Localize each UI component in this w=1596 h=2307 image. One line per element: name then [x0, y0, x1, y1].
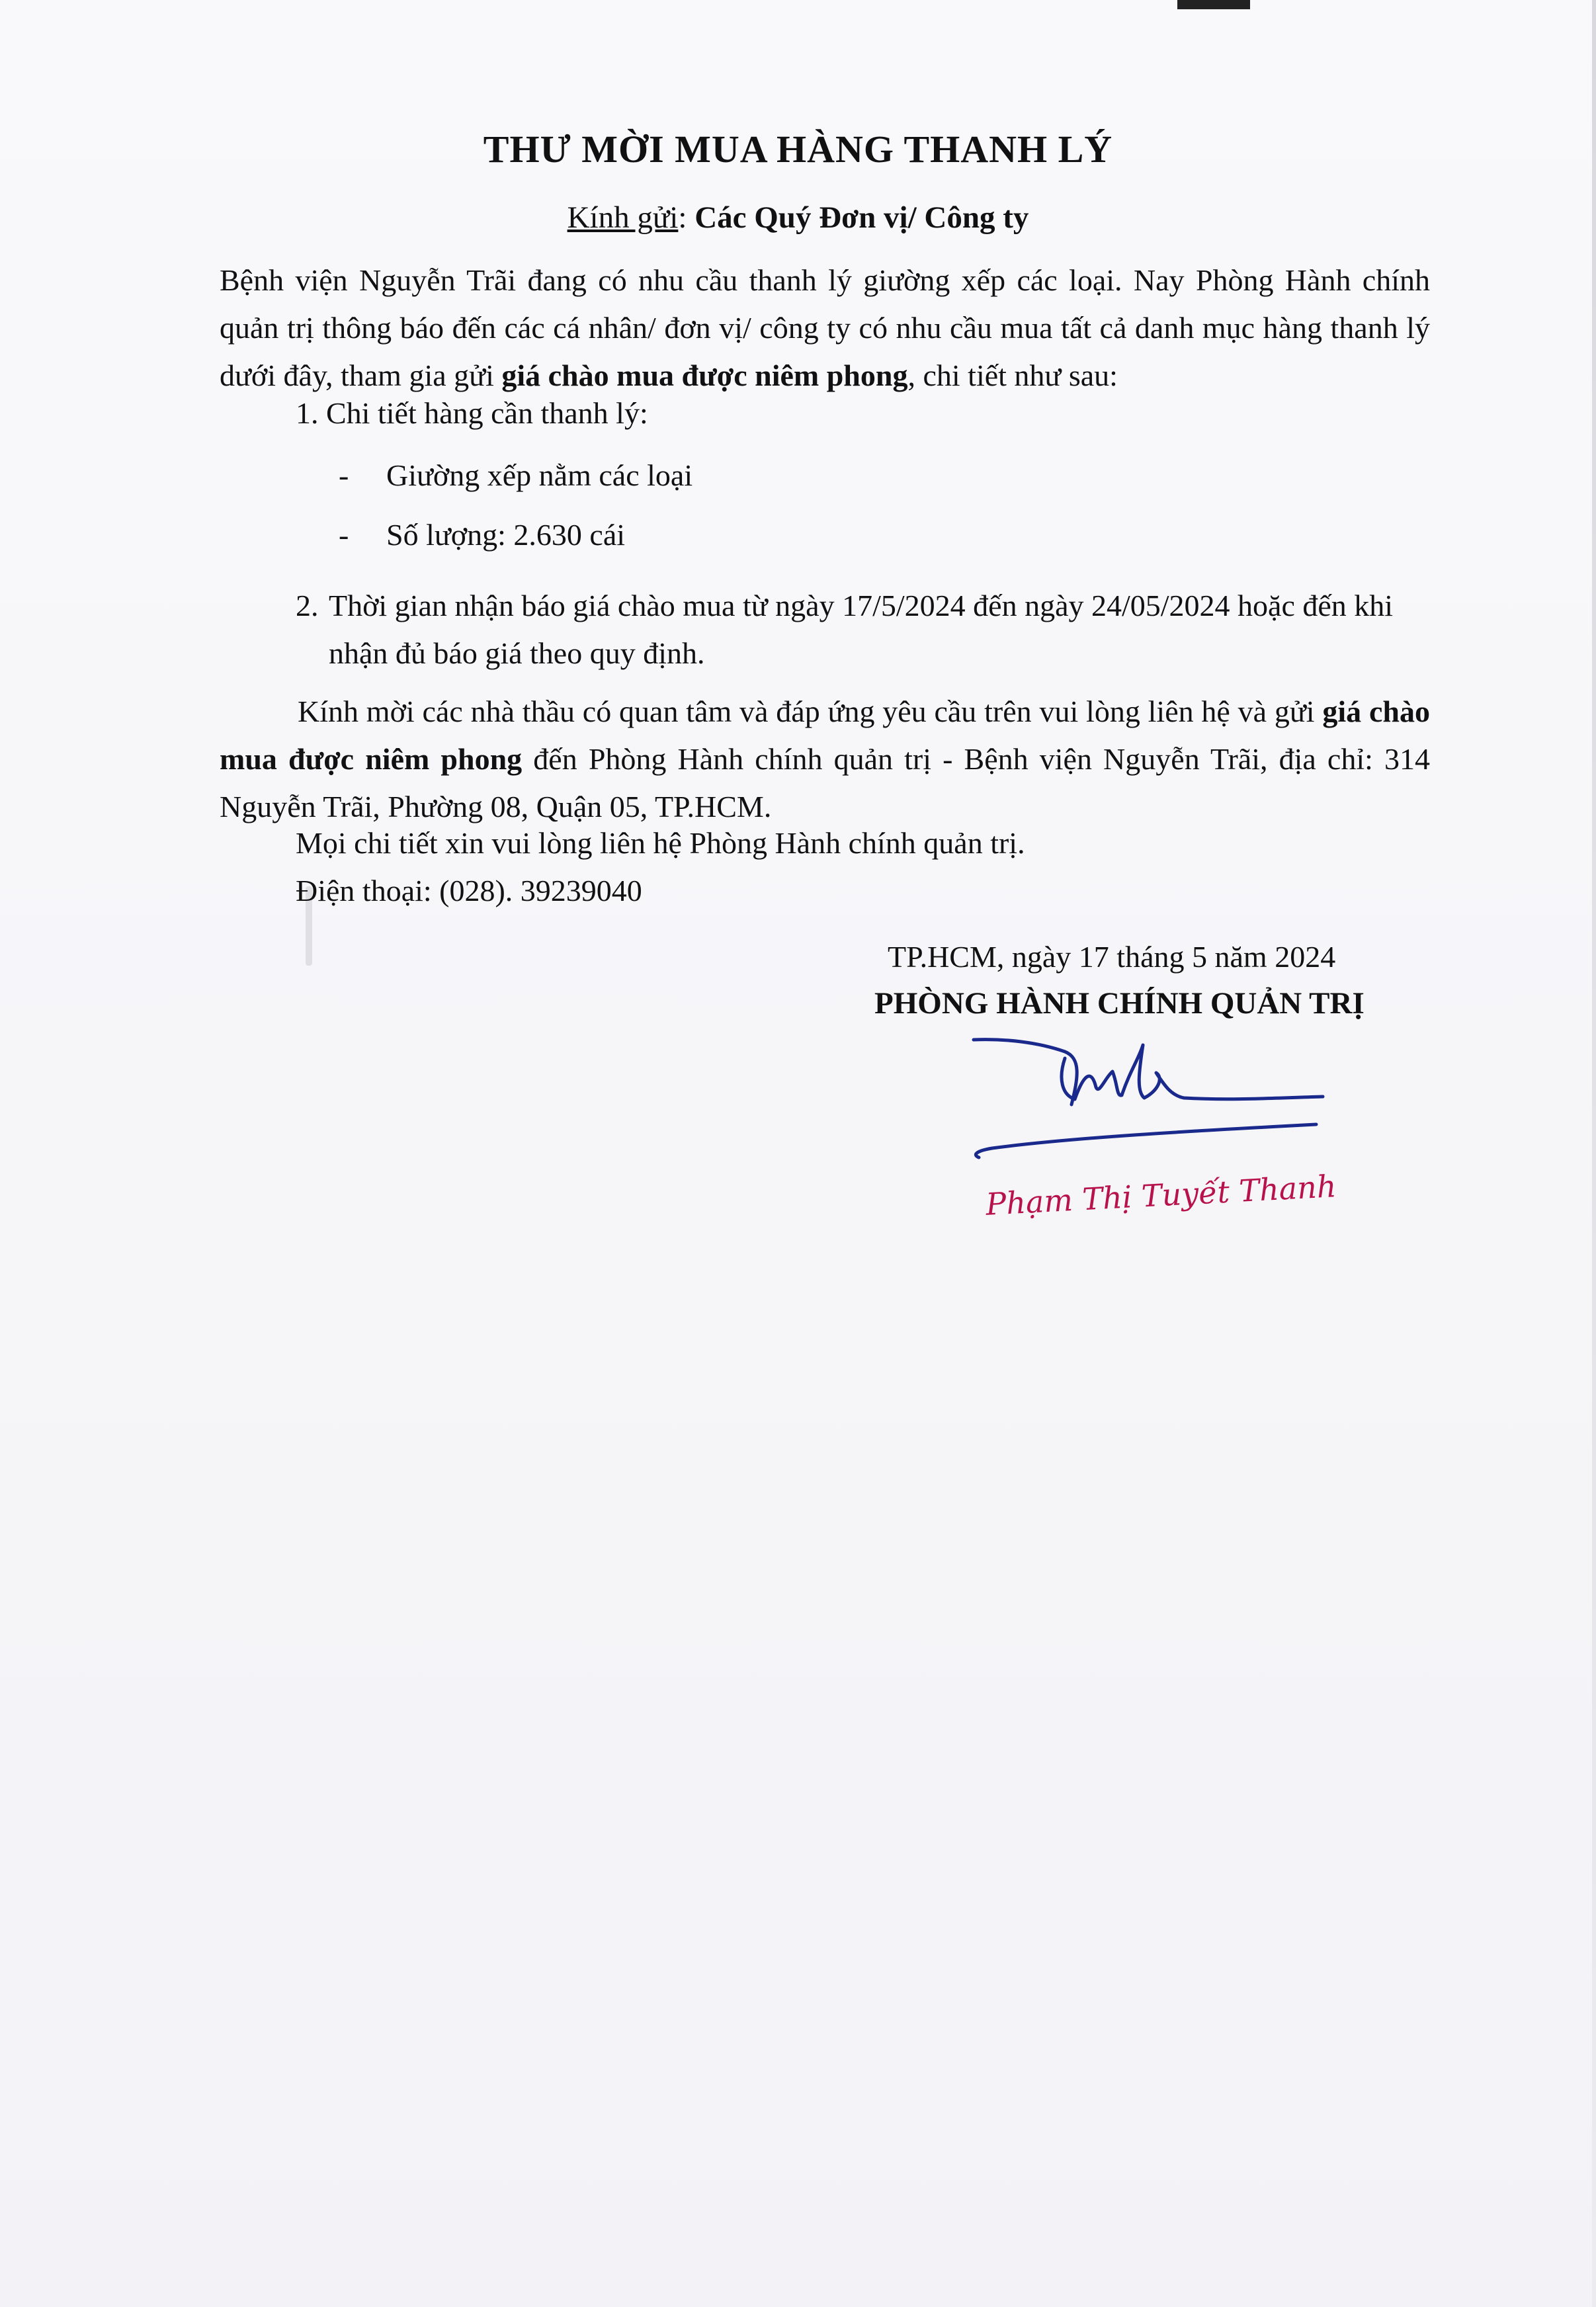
- recipient-to: Các Quý Đơn vị/ Công ty: [694, 200, 1029, 235]
- scan-mark: [1177, 0, 1250, 9]
- list-item-2-text: Thời gian nhận báo giá chào mua từ ngày 17/5/2024 đến ngày 24/05/2024 hoặc đến khi nhận đủ báo giá theo quy định.: [329, 589, 1394, 670]
- bullet-text: Số lượng: 2.630 cái: [386, 518, 626, 552]
- invite-bold: giá chào mua được niêm phong: [220, 694, 1430, 776]
- invite-text-after: đến Phòng Hành chính quản trị - Bệnh viện Nguyễn Trãi, địa chỉ: 314 Nguyễn Trãi, Phường 08, Quận 05, TP.HCM.: [220, 742, 1430, 823]
- invite-paragraph: [220, 688, 1430, 831]
- document-title: THƯ MỜI MUA HÀNG THANH LÝ: [483, 128, 1113, 171]
- intro-paragraph: [220, 257, 1430, 399]
- intro-text-after: , chi tiết như sau:: [907, 358, 1118, 392]
- list-item-1: [296, 396, 648, 431]
- list-item-1-text: Chi tiết hàng cần thanh lý:: [326, 396, 648, 430]
- phone-line: Điện thoại: (028). 39239040: [296, 874, 642, 907]
- intro-bold: giá chào mua được niêm phong: [501, 358, 908, 392]
- recipient-line: [0, 200, 1596, 235]
- bullet-dash: -: [339, 518, 349, 552]
- contact-line: Mọi chi tiết xin vui lòng liên hệ Phòng Hành chính quản trị.: [296, 826, 1025, 860]
- signer-name: Phạm Thị Tuyết Thanh: [984, 1168, 1337, 1222]
- invite-text-before: Kính mời các nhà thầu có quan tâm và đáp ứng yêu cầu trên vui lòng liên hệ và gửi: [298, 694, 1323, 728]
- date-line: TP.HCM, ngày 17 tháng 5 năm 2024: [888, 940, 1336, 974]
- list-item-1-number: 1.: [296, 396, 319, 430]
- bullet-text: Giường xếp nằm các loại: [386, 458, 693, 492]
- bullet-item: [339, 517, 625, 552]
- intro-text-before: Bệnh viện Nguyễn Trãi đang có nhu cầu thanh lý giường xếp các loại. Nay Phòng Hành chính quản trị thông báo đến các cá nhân/ đơn vị/ công ty có nhu cầu mua tất cả danh mục hàng thanh lý dưới đây, tham gia gửi: [220, 263, 1430, 392]
- recipient-label: Kính gửi: [567, 200, 679, 235]
- recipient-separator: :: [678, 200, 695, 235]
- handwritten-signature: [966, 1032, 1336, 1177]
- bullet-item: [339, 458, 693, 493]
- department-signature-title: PHÒNG HÀNH CHÍNH QUẢN TRỊ: [874, 986, 1365, 1021]
- bullet-dash: -: [339, 458, 349, 492]
- list-item-2-number: 2.: [296, 589, 319, 622]
- scan-edge: [1592, 0, 1596, 2307]
